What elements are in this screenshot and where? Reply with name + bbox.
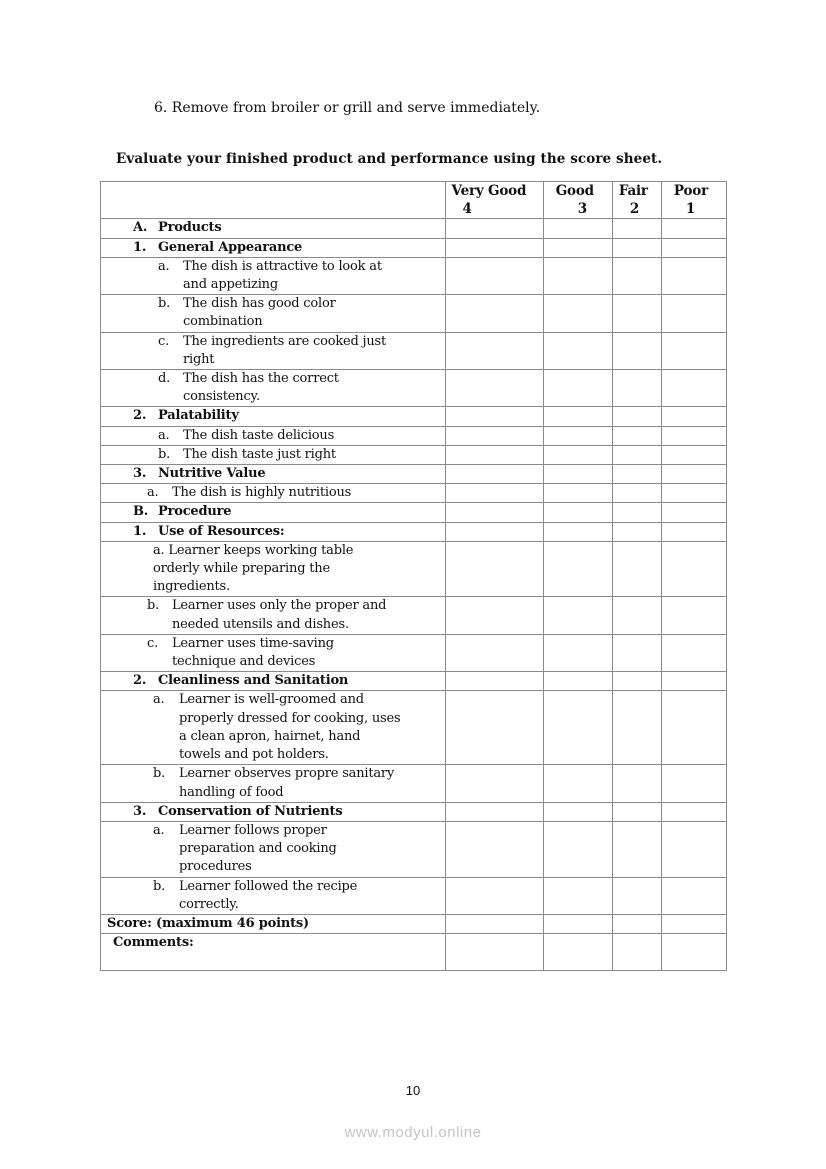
- fair-score-cell[interactable]: [612, 426, 661, 445]
- poor-score-cell[interactable]: [661, 503, 726, 522]
- very-good-score-cell[interactable]: [445, 257, 543, 294]
- table-row: [101, 691, 727, 765]
- poor-score-cell[interactable]: [661, 465, 726, 484]
- recipe-step-6: 6. Remove from broiler or grill and serve immediately.: [154, 100, 541, 116]
- fair-score-cell[interactable]: [612, 465, 661, 484]
- score-sheet-instruction: Evaluate your finished product and performance using the score sheet.: [116, 151, 663, 167]
- good-score-cell[interactable]: [543, 445, 612, 464]
- criteria-marker: a.: [147, 485, 159, 501]
- good-header: [543, 182, 612, 219]
- very-good-score-cell[interactable]: [445, 407, 543, 426]
- criteria-cell: [101, 672, 446, 691]
- very-good-header: [445, 182, 543, 219]
- poor-score-cell[interactable]: [661, 484, 726, 503]
- fair-score-cell[interactable]: [612, 541, 661, 597]
- criteria-marker: B.: [133, 504, 149, 520]
- very-good-score-cell[interactable]: [445, 634, 543, 671]
- criteria-marker: c.: [147, 635, 159, 651]
- criteria-text: Learner uses time-saving technique and devices: [172, 635, 334, 670]
- good-score-cell[interactable]: [543, 257, 612, 294]
- good-label: Good: [555, 183, 594, 199]
- header-row: [101, 182, 727, 219]
- criteria-text: Learner is well-groomed and properly dressed for cooking, uses a clean apron, hairnet, hand towels and pot holders.: [179, 692, 401, 763]
- criteria-cell: [101, 484, 446, 503]
- fair-score-cell[interactable]: [612, 691, 661, 765]
- fair-header: [612, 182, 661, 219]
- criteria-marker: a.: [153, 822, 165, 838]
- watermark: www.modyul.online: [344, 1124, 482, 1141]
- fair-score-cell[interactable]: [612, 802, 661, 821]
- poor-score-cell[interactable]: [661, 541, 726, 597]
- very-good-score-cell[interactable]: [445, 295, 543, 332]
- table-row: [101, 484, 727, 503]
- good-score-cell[interactable]: [543, 672, 612, 691]
- criteria-text: Comments:: [113, 935, 194, 951]
- criteria-text: Use of Resources:: [158, 523, 285, 539]
- poor-score-cell[interactable]: [661, 914, 726, 933]
- criteria-text: a. Learner keeps working table orderly while preparing the ingredients.: [153, 542, 354, 595]
- criteria-text: The dish is attractive to look at and appetizing: [183, 258, 382, 293]
- poor-score-cell[interactable]: [661, 407, 726, 426]
- fair-score-cell[interactable]: [612, 257, 661, 294]
- good-score-cell[interactable]: [543, 765, 612, 802]
- table-row: [101, 765, 727, 802]
- poor-score-cell[interactable]: [661, 522, 726, 541]
- criteria-cell: [101, 445, 446, 464]
- very-good-score-cell[interactable]: [445, 238, 543, 257]
- poor-score-cell[interactable]: [661, 672, 726, 691]
- fair-score-cell[interactable]: [612, 934, 661, 971]
- table-row: [101, 634, 727, 671]
- fair-score-cell[interactable]: [612, 484, 661, 503]
- criteria-text: The dish has the correct consistency.: [183, 371, 339, 405]
- criteria-text: General Appearance: [158, 239, 303, 255]
- good-score-cell[interactable]: [543, 522, 612, 541]
- fair-score-cell[interactable]: [612, 877, 661, 914]
- criteria-marker: 3.: [133, 466, 147, 482]
- table-row: [101, 332, 727, 369]
- poor-score-cell[interactable]: [661, 877, 726, 914]
- fair-score-cell[interactable]: [612, 219, 661, 238]
- very-good-score-cell[interactable]: [445, 503, 543, 522]
- poor-score-cell[interactable]: [661, 219, 726, 238]
- good-score-cell[interactable]: [543, 465, 612, 484]
- criteria-marker: 3.: [133, 803, 147, 819]
- criteria-marker: 1.: [133, 239, 147, 255]
- table-row: [101, 257, 727, 294]
- criteria-marker: b.: [147, 598, 160, 614]
- fair-score-cell[interactable]: [612, 914, 661, 933]
- criteria-marker: a.: [153, 692, 165, 708]
- table-row: [101, 802, 727, 821]
- criteria-marker: 2.: [133, 408, 147, 424]
- very-good-score-cell[interactable]: [445, 821, 543, 877]
- table-row: [101, 821, 727, 877]
- table-row: [101, 914, 727, 933]
- criteria-marker: a.: [158, 427, 170, 443]
- criteria-marker: d.: [158, 371, 171, 387]
- criteria-text: Cleanliness and Sanitation: [158, 673, 349, 689]
- table-row: [101, 465, 727, 484]
- very-good-score-cell[interactable]: [445, 219, 543, 238]
- criteria-text: Nutritive Value: [158, 466, 266, 482]
- fair-score-cell[interactable]: [612, 634, 661, 671]
- table-row: [101, 445, 727, 464]
- good-score-cell[interactable]: [543, 597, 612, 634]
- table-row: [101, 503, 727, 522]
- criteria-marker: a.: [158, 258, 170, 274]
- criteria-marker: b.: [153, 878, 166, 894]
- criteria-text: The ingredients are cooked just right: [183, 333, 387, 367]
- good-score-cell[interactable]: [543, 370, 612, 407]
- criteria-text: The dish taste delicious: [183, 427, 335, 443]
- poor-score-cell[interactable]: [661, 238, 726, 257]
- good-score-cell[interactable]: [543, 484, 612, 503]
- very-good-score-cell[interactable]: [445, 484, 543, 503]
- good-score-cell[interactable]: [543, 541, 612, 597]
- good-score-cell[interactable]: [543, 634, 612, 671]
- criteria-header: [101, 182, 446, 219]
- criteria-cell: [101, 765, 446, 802]
- criteria-cell: [101, 465, 446, 484]
- criteria-cell: [101, 597, 446, 634]
- criteria-marker: b.: [153, 766, 166, 782]
- poor-score-cell[interactable]: [661, 802, 726, 821]
- criteria-cell: [101, 934, 446, 971]
- criteria-cell: [101, 295, 446, 332]
- criteria-cell: [101, 257, 446, 294]
- very-good-points: 4: [462, 201, 472, 218]
- good-score-cell[interactable]: [543, 877, 612, 914]
- very-good-score-cell[interactable]: [445, 370, 543, 407]
- good-score-cell[interactable]: [543, 934, 612, 971]
- page-number: 10: [405, 1083, 421, 1098]
- fair-score-cell[interactable]: [612, 445, 661, 464]
- criteria-cell: [101, 634, 446, 671]
- poor-score-cell[interactable]: [661, 370, 726, 407]
- very-good-score-cell[interactable]: [445, 934, 543, 971]
- table-row: [101, 426, 727, 445]
- criteria-text: The dish is highly nutritious: [172, 485, 352, 501]
- poor-label: Poor: [673, 183, 709, 199]
- score-sheet-table: [100, 181, 727, 971]
- very-good-score-cell[interactable]: [445, 672, 543, 691]
- good-score-cell[interactable]: [543, 219, 612, 238]
- poor-score-cell[interactable]: [661, 426, 726, 445]
- criteria-marker: c.: [158, 333, 170, 349]
- good-score-cell[interactable]: [543, 295, 612, 332]
- very-good-label: Very Good: [451, 183, 527, 199]
- criteria-cell: [101, 541, 446, 597]
- fair-score-cell[interactable]: [612, 370, 661, 407]
- good-points: 3: [577, 201, 587, 218]
- criteria-text: Learner follows proper preparation and cooking procedures: [179, 822, 337, 875]
- criteria-cell: [101, 914, 446, 933]
- poor-score-cell[interactable]: [661, 691, 726, 765]
- very-good-score-cell[interactable]: [445, 445, 543, 464]
- good-score-cell[interactable]: [543, 238, 612, 257]
- fair-score-cell[interactable]: [612, 765, 661, 802]
- table-row: [101, 934, 727, 971]
- criteria-text: The dish taste just right: [183, 446, 336, 462]
- fair-score-cell[interactable]: [612, 522, 661, 541]
- poor-header: [661, 182, 726, 219]
- poor-score-cell[interactable]: [661, 597, 726, 634]
- criteria-cell: [101, 522, 446, 541]
- good-score-cell[interactable]: [543, 802, 612, 821]
- fair-score-cell[interactable]: [612, 821, 661, 877]
- criteria-text: Learner observes propre sanitary handling of food: [179, 766, 395, 800]
- fair-score-cell[interactable]: [612, 295, 661, 332]
- criteria-cell: [101, 332, 446, 369]
- criteria-cell: [101, 426, 446, 445]
- very-good-score-cell[interactable]: [445, 914, 543, 933]
- good-score-cell[interactable]: [543, 332, 612, 369]
- criteria-cell: [101, 219, 446, 238]
- very-good-score-cell[interactable]: [445, 802, 543, 821]
- criteria-text: Products: [158, 220, 222, 236]
- fair-score-cell[interactable]: [612, 332, 661, 369]
- criteria-text: Palatability: [158, 408, 239, 424]
- good-score-cell[interactable]: [543, 691, 612, 765]
- fair-label: Fair: [618, 183, 648, 199]
- criteria-marker: 1.: [133, 523, 147, 539]
- criteria-marker: 2.: [133, 673, 147, 689]
- table-row: [101, 541, 727, 597]
- very-good-score-cell[interactable]: [445, 541, 543, 597]
- criteria-cell: [101, 691, 446, 765]
- very-good-score-cell[interactable]: [445, 465, 543, 484]
- very-good-score-cell[interactable]: [445, 877, 543, 914]
- table-row: [101, 219, 727, 238]
- criteria-text: Learner followed the recipe correctly.: [179, 878, 358, 912]
- fair-score-cell[interactable]: [612, 407, 661, 426]
- table-row: [101, 877, 727, 914]
- criteria-marker: b.: [158, 296, 171, 312]
- table-row: [101, 370, 727, 407]
- table-row: [101, 522, 727, 541]
- very-good-score-cell[interactable]: [445, 765, 543, 802]
- criteria-cell: [101, 503, 446, 522]
- fair-score-cell[interactable]: [612, 597, 661, 634]
- poor-score-cell[interactable]: [661, 332, 726, 369]
- criteria-text: Conservation of Nutrients: [158, 803, 343, 819]
- criteria-marker: A.: [133, 220, 148, 236]
- criteria-text: The dish has good color combination: [183, 296, 336, 330]
- poor-score-cell[interactable]: [661, 445, 726, 464]
- good-score-cell[interactable]: [543, 407, 612, 426]
- criteria-cell: [101, 238, 446, 257]
- fair-score-cell[interactable]: [612, 672, 661, 691]
- very-good-score-cell[interactable]: [445, 332, 543, 369]
- table-row: [101, 407, 727, 426]
- fair-score-cell[interactable]: [612, 503, 661, 522]
- very-good-score-cell[interactable]: [445, 522, 543, 541]
- table-row: [101, 597, 727, 634]
- very-good-score-cell[interactable]: [445, 426, 543, 445]
- fair-score-cell[interactable]: [612, 238, 661, 257]
- criteria-cell: [101, 370, 446, 407]
- poor-score-cell[interactable]: [661, 765, 726, 802]
- very-good-score-cell[interactable]: [445, 597, 543, 634]
- good-score-cell[interactable]: [543, 914, 612, 933]
- good-score-cell[interactable]: [543, 821, 612, 877]
- fair-points: 2: [629, 201, 640, 218]
- poor-score-cell[interactable]: [661, 821, 726, 877]
- criteria-marker: b.: [158, 446, 171, 462]
- table-row: [101, 238, 727, 257]
- poor-score-cell[interactable]: [661, 634, 726, 671]
- good-score-cell[interactable]: [543, 426, 612, 445]
- criteria-text: Learner uses only the proper and needed utensils and dishes.: [172, 598, 387, 632]
- poor-score-cell[interactable]: [661, 934, 726, 971]
- criteria-text: Procedure: [158, 504, 232, 520]
- good-score-cell[interactable]: [543, 503, 612, 522]
- poor-score-cell[interactable]: [661, 295, 726, 332]
- table-row: [101, 672, 727, 691]
- criteria-cell: [101, 802, 446, 821]
- table-row: [101, 295, 727, 332]
- poor-points: 1: [685, 201, 696, 218]
- criteria-cell: [101, 821, 446, 877]
- criteria-cell: [101, 877, 446, 914]
- poor-score-cell[interactable]: [661, 257, 726, 294]
- very-good-score-cell[interactable]: [445, 691, 543, 765]
- criteria-text: Score: (maximum 46 points): [107, 915, 309, 931]
- criteria-cell: [101, 407, 446, 426]
